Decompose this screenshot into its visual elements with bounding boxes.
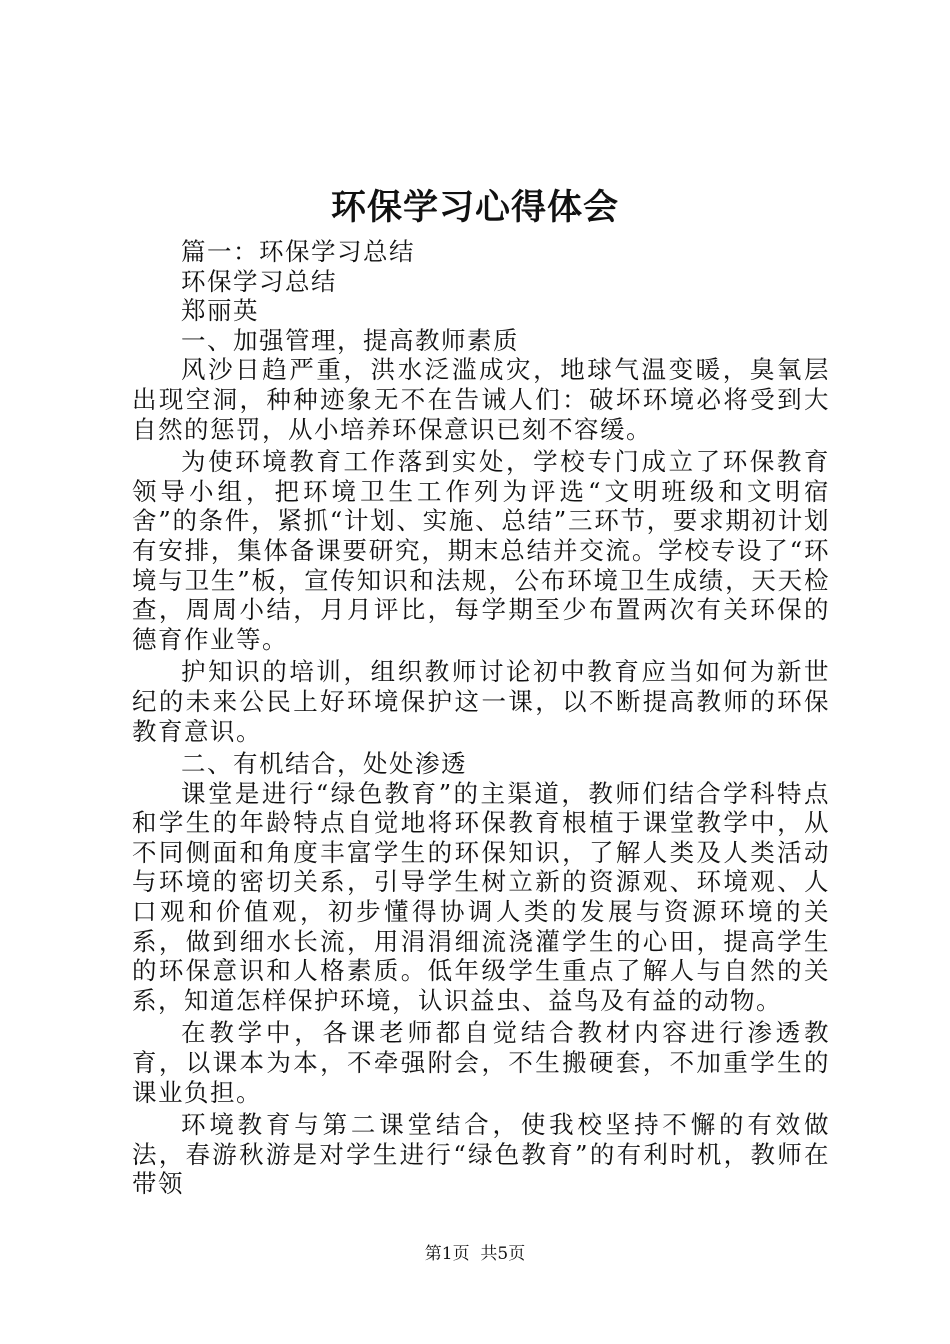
subsection-heading: 二、有机结合，处处渗透	[181, 749, 467, 779]
page-total: 共5页	[480, 1244, 526, 1264]
body-paragraph: 为使环境教育工作落到实处，学校专门成立了环保教育领导小组，把环境卫生工作列为评选“文明班级和文明宿舍”的条件，紧抓“计划、实施、总结”三环节，要求期初计划有安排，集体备课要研究，期末总结并交流。学校专设了“环境与卫生”板，宣传知识和法规，公布环境卫生成绩，天天检查，周周小结，月月评比，每学期至少布置两次有关环保的德育作业等。	[132, 447, 830, 654]
article-title: 环保学习总结	[181, 266, 337, 296]
body-paragraph: 课堂是进行“绿色教育”的主渠道，教师们结合学科特点和学生的年龄特点自觉地将环保教育根植于课堂教学中，从不同侧面和角度丰富学生的环保知识，了解人类及人类活动与环境的密切关系，引导学生树立新的资源观、环境观、人口观和价值观，初步懂得协调人类的发展与资源环境的关系，做到细水长流，用涓涓细流浇灌学生的心田，提高学生的环保意识和人格素质。低年级学生重点了解人与自然的关系，知道怎样保护环境，认识益虫、益鸟及有益的动物。	[132, 778, 830, 1015]
document-body	[132, 237, 830, 1199]
document-title: 环保学习心得体会	[330, 187, 619, 228]
page-number: 第1页	[424, 1244, 470, 1264]
subsection-heading: 一、加强管理，提高教师素质	[181, 325, 519, 355]
body-paragraph: 风沙日趋严重，洪水泛滥成灾，地球气温变暖，臭氧层出现空洞，种种迹象无不在告诫人们：破坏环境必将受到大自然的惩罚，从小培养环保意识已刻不容缓。	[132, 355, 830, 444]
body-paragraph: 在教学中，各课老师都自觉结合教材内容进行渗透教育，以课本为本，不牵强附会，不生搬硬套，不加重学生的课业负担。	[132, 1018, 830, 1107]
page-footer	[0, 1243, 950, 1265]
body-paragraph: 护知识的培训，组织教师讨论初中教育应当如何为新世纪的未来公民上好环境保护这一课，以不断提高教师的环保教育意识。	[132, 657, 830, 746]
section-heading: 篇一：环保学习总结	[181, 237, 415, 266]
body-paragraph: 环境教育与第二课堂结合，使我校坚持不懈的有效做法，春游秋游是对学生进行“绿色教育”的有利时机，教师在带领	[132, 1110, 830, 1199]
author-name: 郑丽英	[181, 296, 259, 326]
